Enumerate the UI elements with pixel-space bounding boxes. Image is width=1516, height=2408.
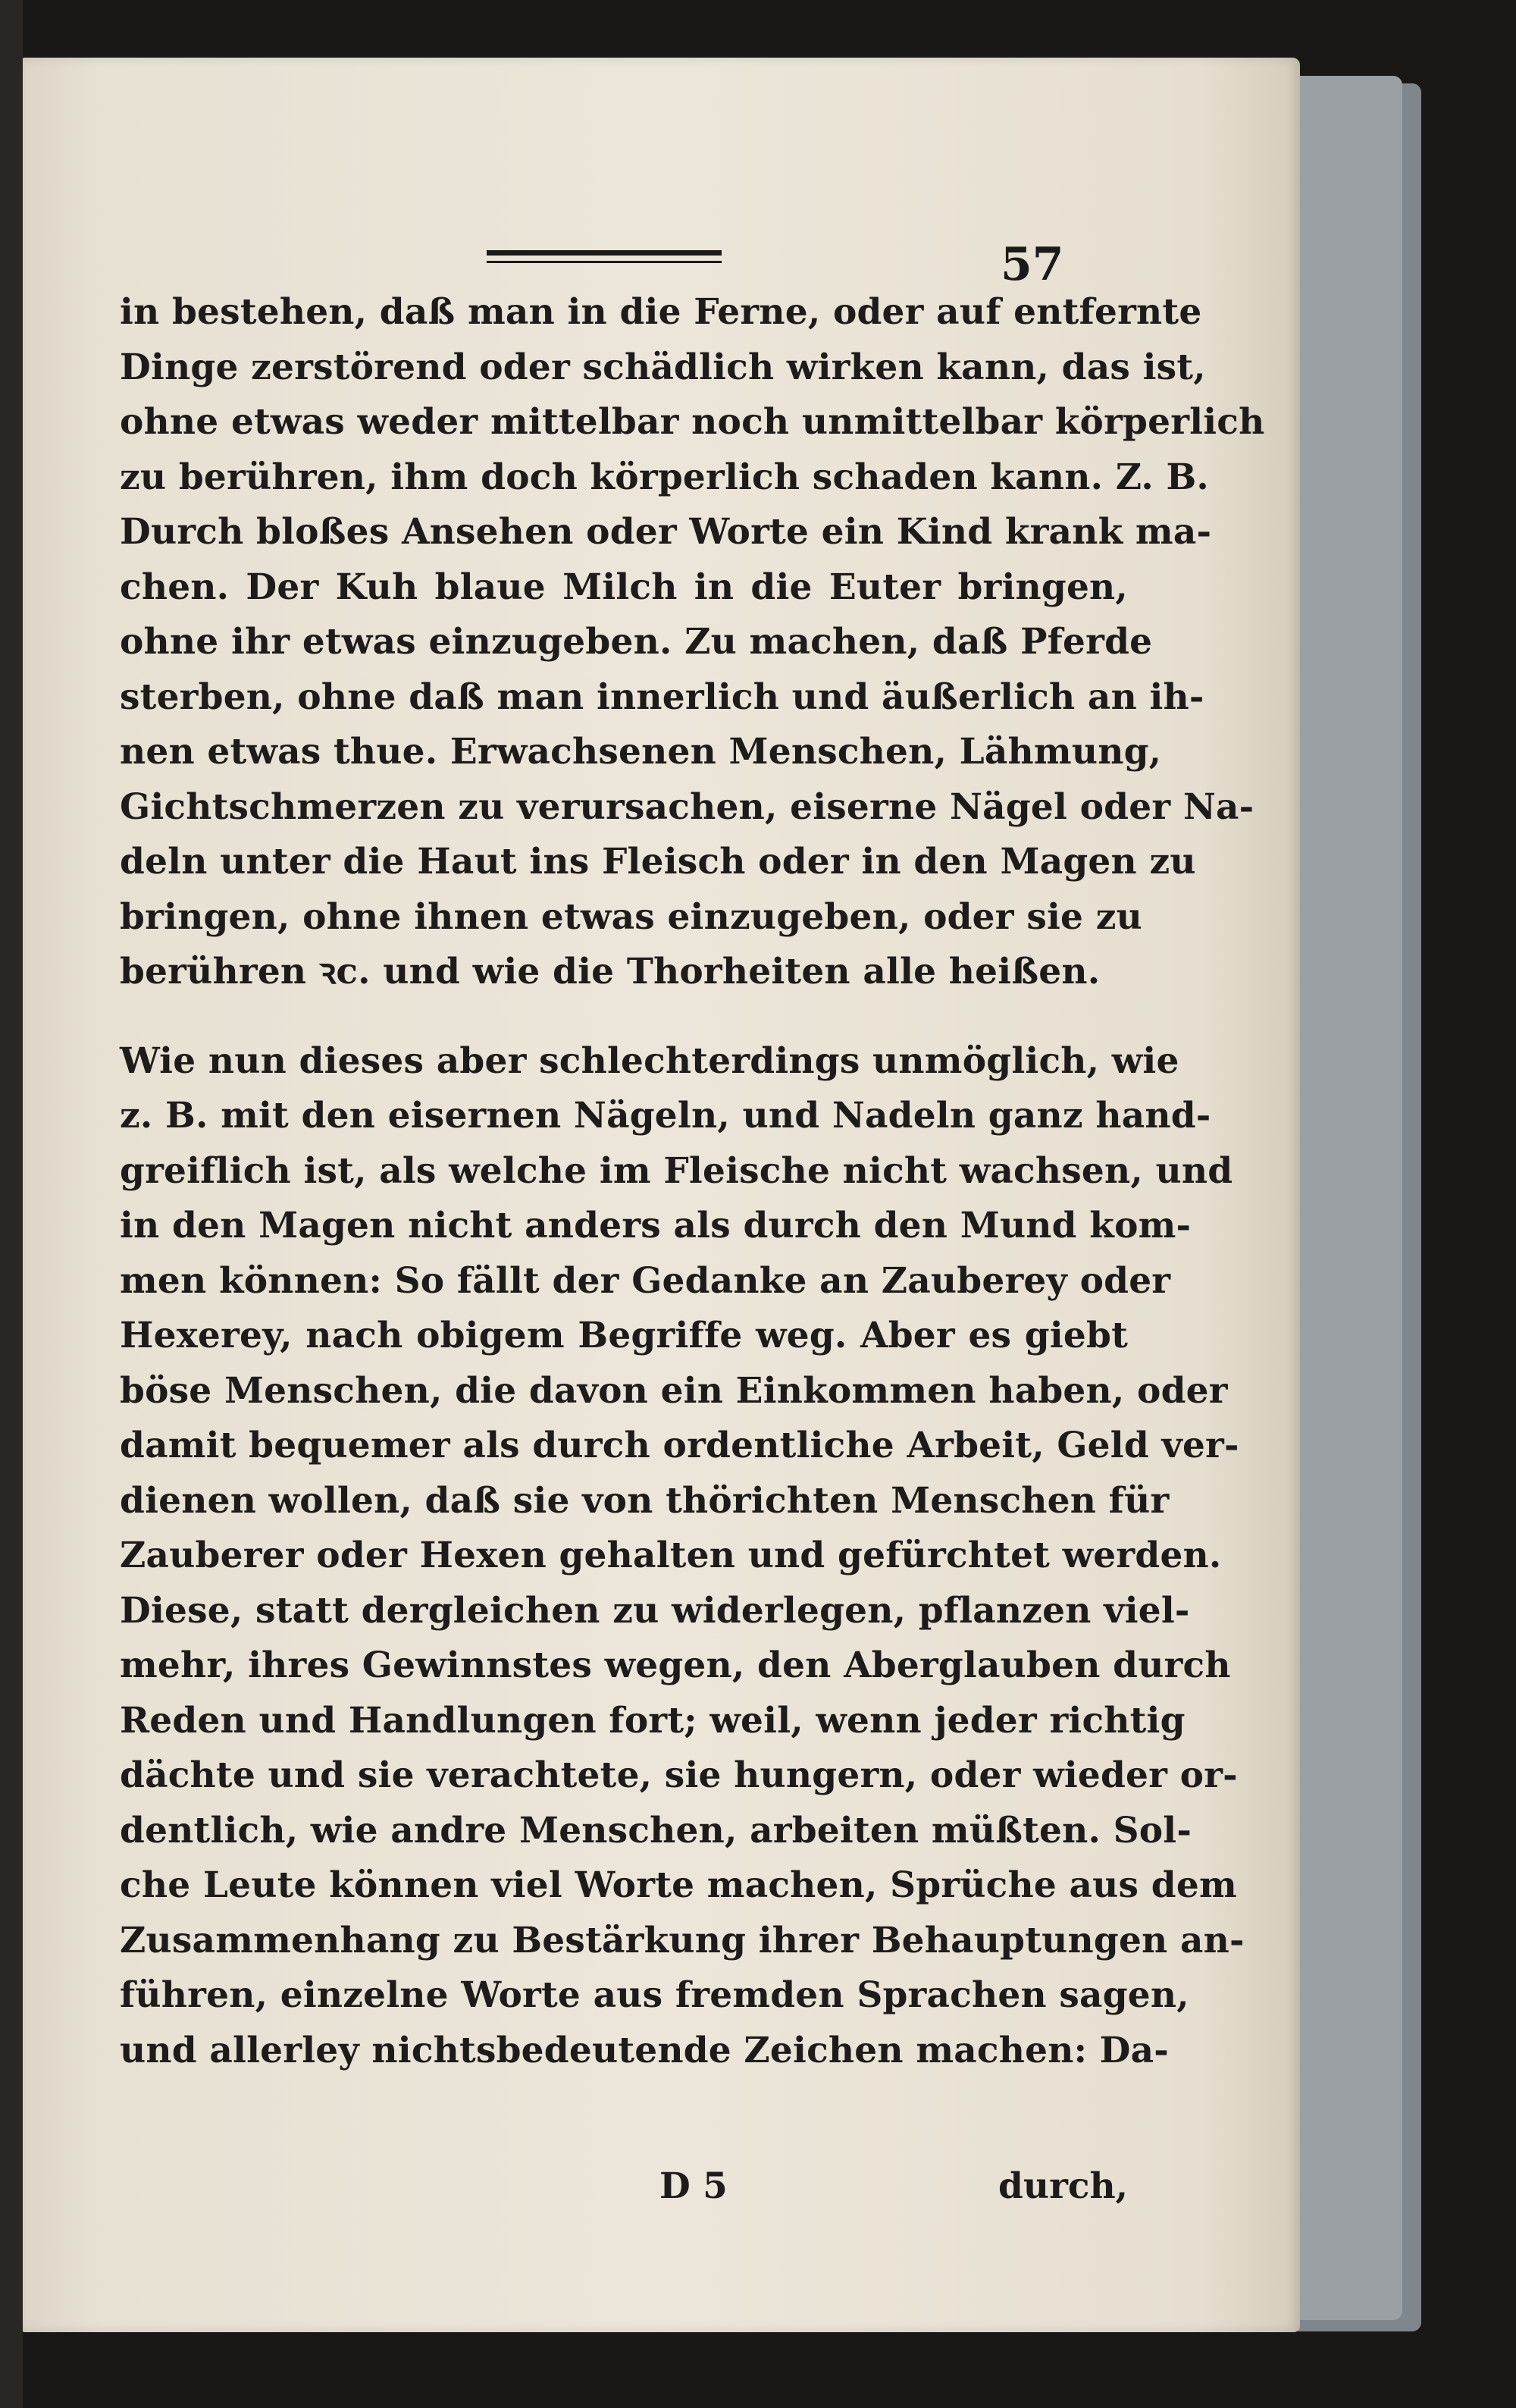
text-line: Dinge zerstörend oder schädlich wirken kann, das ist, xyxy=(120,346,1206,388)
text-line: in bestehen, daß man in die Ferne, oder auf entfernte xyxy=(120,291,1202,333)
text-line: Reden und Handlungen fort; weil, wenn jeder richtig xyxy=(120,1699,1186,1742)
text-line: berühren ꝛc. und wie die Thorheiten alle heißen. xyxy=(120,951,1101,992)
text-line: führen, einzelne Worte aus fremden Sprachen sagen, xyxy=(120,1974,1189,2016)
text-line: Diese, statt dergleichen zu widerlegen, pflanzen viel- xyxy=(120,1589,1190,1632)
text-line: dienen wollen, daß sie von thörichten Menschen für xyxy=(120,1479,1170,1522)
book-binding xyxy=(0,0,23,2408)
text-line: sterben, ohne daß man innerlich und äußerlich an ih- xyxy=(120,676,1204,718)
page-footer xyxy=(120,2159,1128,2214)
text-line: damit bequemer als durch ordentliche Arbeit, Geld ver- xyxy=(120,1425,1239,1466)
text-line: ohne ihr etwas einzugeben. Zu machen, daß Pferde xyxy=(120,621,1153,663)
text-line: chen. Der Kuh blaue Milch in die Euter bringen, xyxy=(120,566,1128,608)
text-line: in den Magen nicht anders als durch den Mund kom- xyxy=(120,1205,1192,1246)
text-line: mehr, ihres Gewinnstes wegen, den Aberglauben durch xyxy=(120,1645,1231,1686)
text-line: Zauberer oder Hexen gehalten und gefürchtet werden. xyxy=(120,1535,1222,1576)
text-line: ohne etwas weder mittelbar noch unmittelbar körperlich xyxy=(120,401,1265,443)
text-line: greiflich ist, als welche im Fleische nicht wachsen, und xyxy=(120,1149,1233,1192)
text-line: men können: So fällt der Gedanke an Zauberey oder xyxy=(120,1259,1171,1302)
paragraph-gap xyxy=(120,1000,1128,1034)
text-line: und allerley nichtsbedeutende Zeichen machen: Da- xyxy=(120,2029,1169,2071)
page-number: 57 xyxy=(1001,238,1064,291)
body-text xyxy=(120,285,1265,2078)
text-line: Wie nun dieses aber schlechterdings unmöglich, wie xyxy=(120,1039,1179,1082)
signature-mark: D 5 xyxy=(659,2165,728,2207)
header-rule-thin xyxy=(487,261,722,263)
text-line: che Leute können viel Worte machen, Sprüche aus dem xyxy=(120,1864,1237,1906)
catchword: durch, xyxy=(998,2165,1128,2207)
text-line: Durch bloßes Ansehen oder Worte ein Kind krank ma- xyxy=(120,511,1212,553)
text-line: dentlich, wie andre Menschen, arbeiten müßten. Sol- xyxy=(120,1809,1192,1851)
text-line: Zusammenhang zu Bestärkung ihrer Behauptungen an- xyxy=(120,1919,1245,1961)
text-line: deln unter die Haut ins Fleisch oder in den Magen zu xyxy=(120,841,1196,883)
text-line: zu berühren, ihm doch körperlich schaden kann. Z. B. xyxy=(120,456,1209,498)
text-line: bringen, ohne ihnen etwas einzugeben, oder sie zu xyxy=(120,895,1142,938)
text-line: Gichtschmerzen zu verursachen, eiserne Nägel oder Na- xyxy=(120,785,1254,828)
text-line: dächte und sie verachtete, sie hungern, oder wieder or- xyxy=(120,1754,1238,1796)
book-page xyxy=(23,58,1300,2332)
header-rule-thick xyxy=(487,250,722,256)
text-line: böse Menschen, die davon ein Einkommen haben, oder xyxy=(120,1369,1228,1412)
text-line: Hexerey, nach obigem Begriffe weg. Aber es giebt xyxy=(120,1315,1128,1356)
text-line: z. B. mit den eisernen Nägeln, und Nadeln ganz hand- xyxy=(120,1095,1211,1137)
text-line: nen etwas thue. Erwachsenen Menschen, Lähmung, xyxy=(120,731,1162,773)
